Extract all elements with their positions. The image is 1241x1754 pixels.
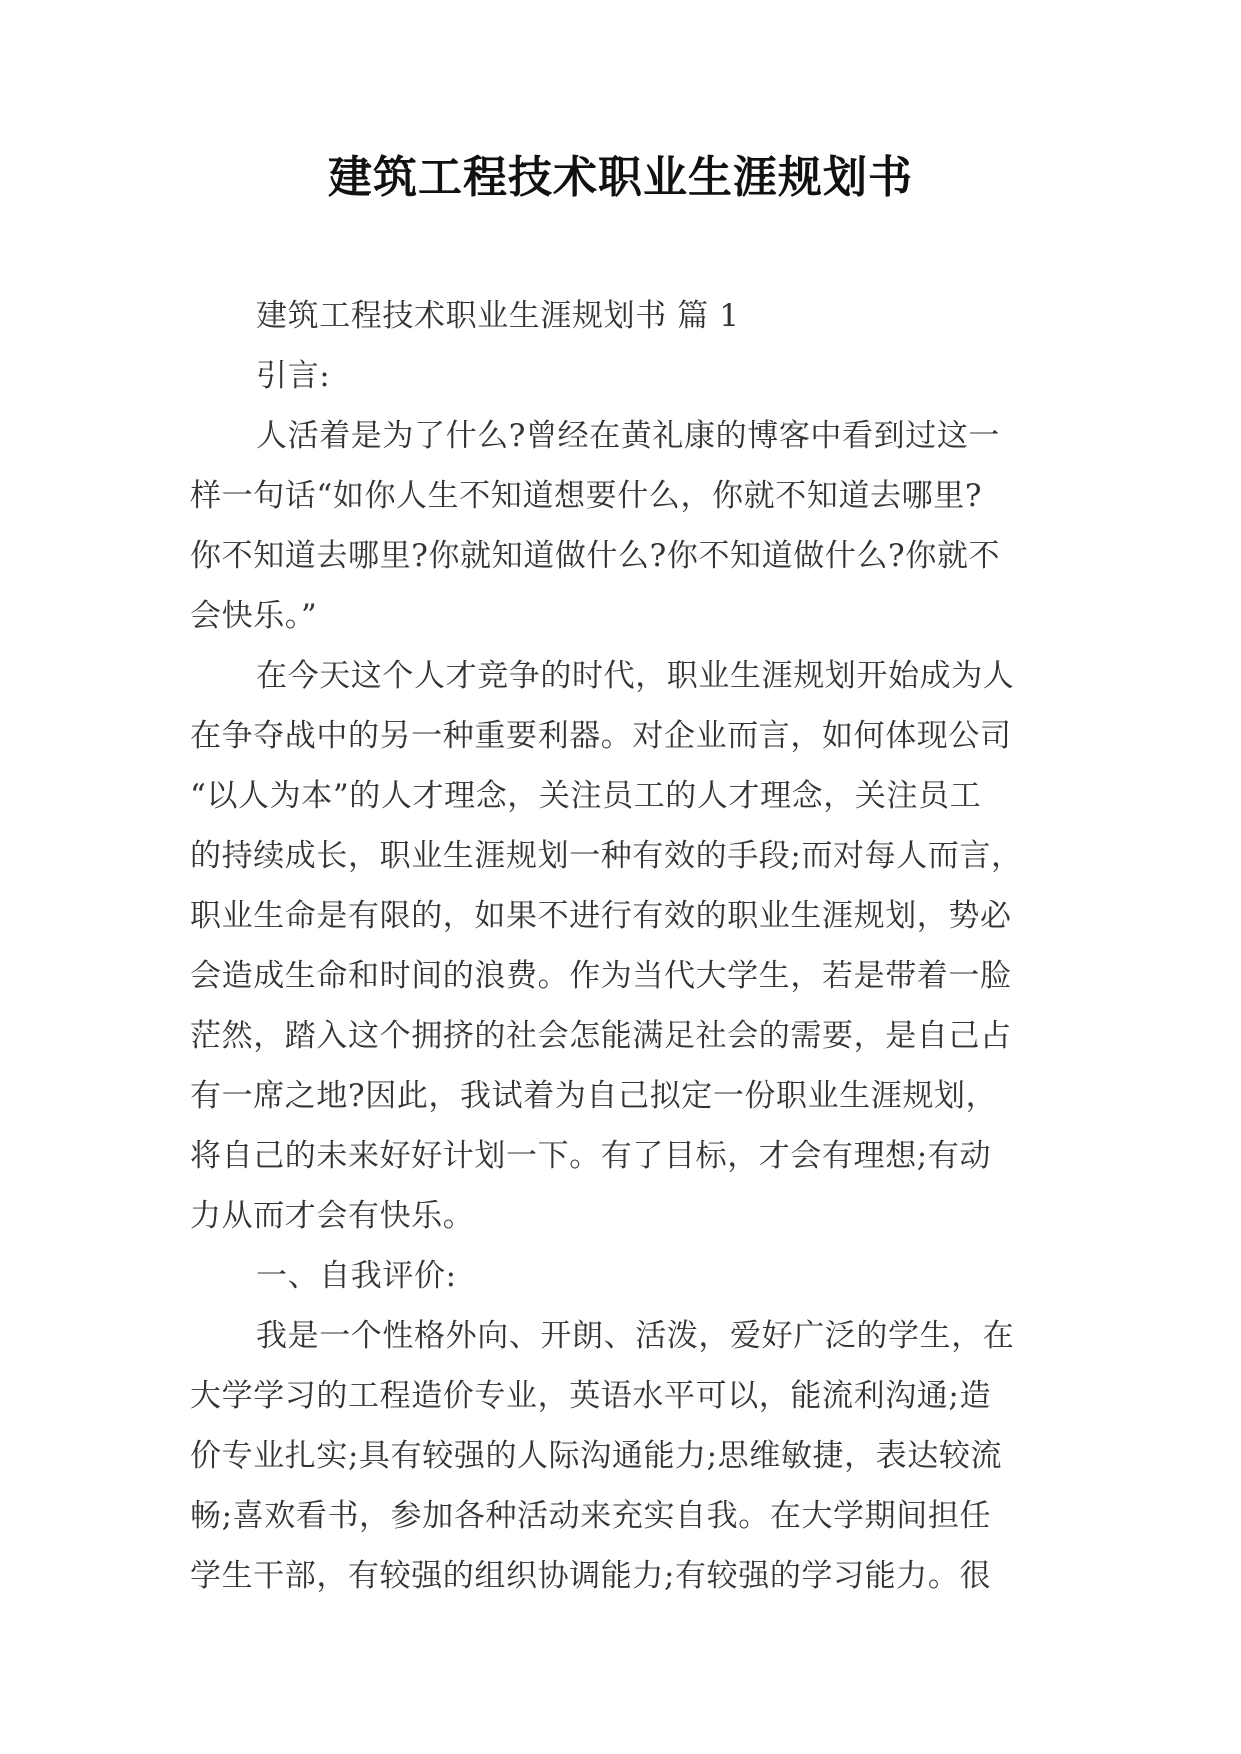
document-body bbox=[190, 286, 1052, 1606]
paragraph-line: 在争夺战中的另一种重要利器。对企业而言，如何体现公司 bbox=[190, 718, 1012, 754]
paragraph-line: 人活着是为了什么?曾经在黄礼康的博客中看到过这一 bbox=[256, 418, 1001, 454]
subheading-self-evaluation: 一、自我评价: bbox=[256, 1258, 457, 1294]
paragraph-line: 你不知道去哪里?你就知道做什么?你不知道做什么?你就不 bbox=[190, 538, 1001, 574]
paragraph-line: 在今天这个人才竞争的时代，职业生涯规划开始成为人 bbox=[256, 658, 1015, 694]
paragraph-line: 样一句话“如你人生不知道想要什么，你就不知道去哪里? bbox=[190, 478, 983, 514]
paragraph-line: 会造成生命和时间的浪费。作为当代大学生，若是带着一脸 bbox=[190, 958, 1012, 994]
paragraph-line: “以人为本”的人才理念，关注员工的人才理念，关注员工 bbox=[190, 778, 982, 814]
paragraph-line: 学生干部，有较强的组织协调能力;有较强的学习能力。很 bbox=[190, 1558, 992, 1594]
section-heading: 建筑工程技术职业生涯规划书 篇 1 bbox=[256, 298, 740, 334]
paragraph-line: 将自己的未来好好计划一下。有了目标，才会有理想;有动 bbox=[190, 1138, 992, 1174]
paragraph-line: 价专业扎实;具有较强的人际沟通能力;思维敏捷，表达较流 bbox=[190, 1438, 1003, 1474]
subheading-intro: 引言: bbox=[256, 358, 331, 394]
paragraph-line: 会快乐。” bbox=[190, 598, 318, 634]
paragraph-line: 有一席之地?因此，我试着为自己拟定一份职业生涯规划， bbox=[190, 1078, 998, 1114]
paragraph-line: 畅;喜欢看书，参加各种活动来充实自我。在大学期间担任 bbox=[190, 1498, 992, 1534]
paragraph-line: 茫然，踏入这个拥挤的社会怎能满足社会的需要，是自己占 bbox=[190, 1018, 1012, 1054]
paragraph-line: 力从而才会有快乐。 bbox=[190, 1198, 475, 1234]
document-title: 建筑工程技术职业生涯规划书 bbox=[328, 152, 913, 203]
paragraph-line: 我是一个性格外向、开朗、活泼，爱好广泛的学生，在 bbox=[256, 1318, 1015, 1354]
paragraph-line: 的持续成长，职业生涯规划一种有效的手段;而对每人而言， bbox=[190, 838, 1023, 874]
paragraph-line: 大学学习的工程造价专业，英语水平可以，能流利沟通;造 bbox=[190, 1378, 992, 1414]
paragraph-line: 职业生命是有限的，如果不进行有效的职业生涯规划，势必 bbox=[190, 898, 1012, 934]
